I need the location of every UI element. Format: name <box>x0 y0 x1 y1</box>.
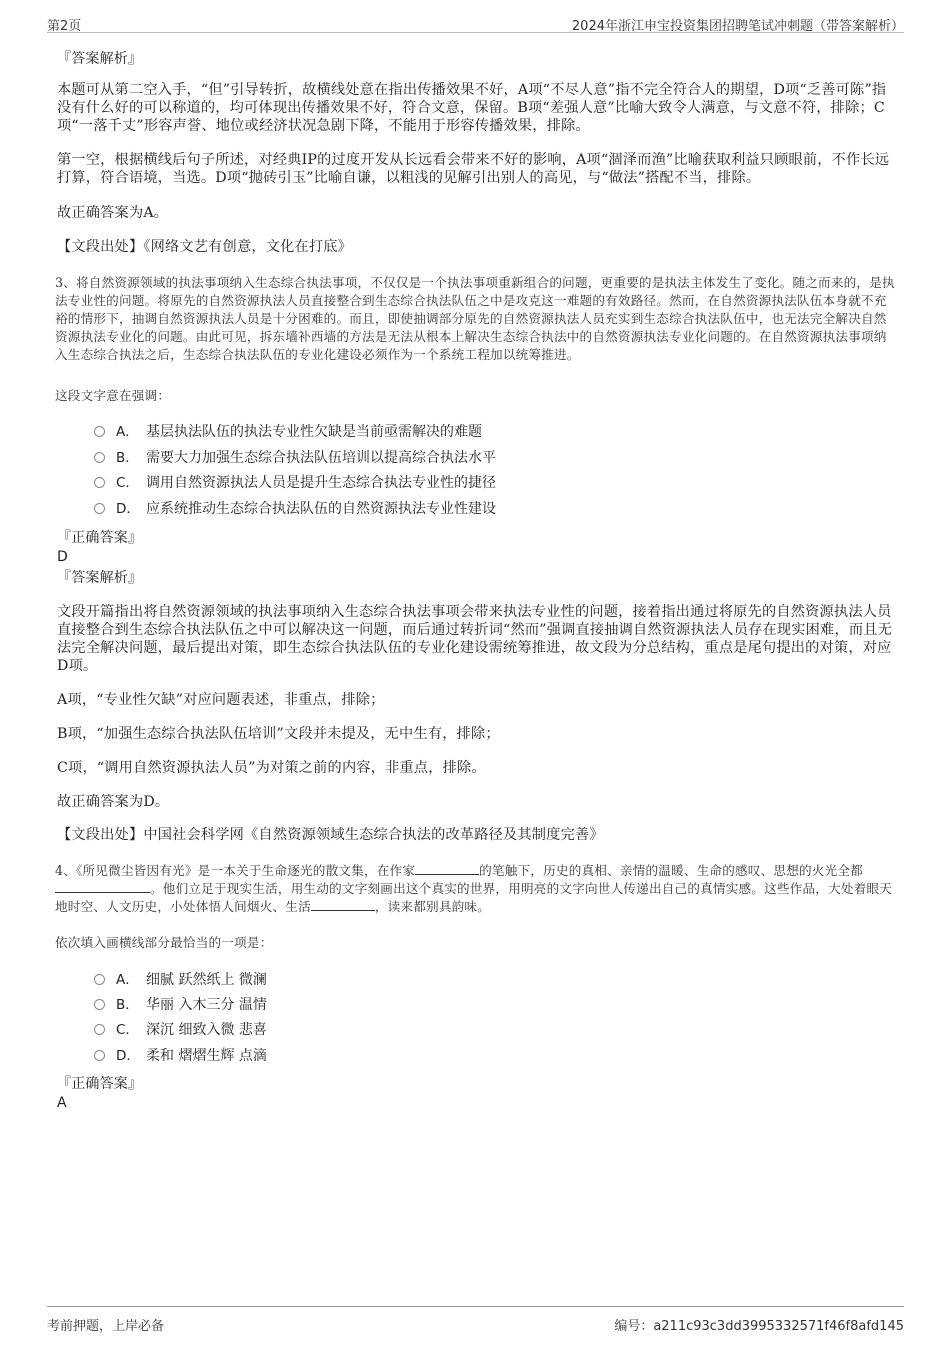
blank-3 <box>311 898 375 911</box>
q3-answer: D <box>57 549 68 565</box>
q3-analysis: 文段开篇指出将自然资源领域的执法事项纳入生态综合执法事项会带来执法专业性的问题，接着指出通过将原先的自然资源执法人员直接整合到生态综合执法队伍之中可以解决这一问题，而后通过转折词“然而”强调直接抽调自然资源执法人员存在现实困难，而且无法完全解决问题，最后提出对策，即生态综合执法队伍的专业化建设需统筹推进，故文段为分总结构，重点是尾句提出的对策，对应D项。 <box>57 604 892 674</box>
q4-option-b[interactable]: B． 华丽 入木三分 温情 <box>94 995 267 1015</box>
radio-icon[interactable] <box>94 477 105 488</box>
q3-prompt: 这段文字意在强调： <box>55 388 171 403</box>
q4-option-a[interactable]: A． 细腻 跃然纸上 微澜 <box>94 970 267 990</box>
radio-icon[interactable] <box>94 999 105 1010</box>
q3-source: 【文段出处】中国社会科学网《自然资源领域生态综合执法的改革路径及其制度完善》 <box>57 827 604 843</box>
q4-stem: 4、《所见微尘皆因有光》是一本关于生命逐光的散文集，在作家 的笔触下，历史的真相、亲情的温暖、生命的感叹、思想的火光全都。他们立足于现实生活，用生动的文字刻画出这个真实的世界，用明亮的文字向世人传递出自己的真情实感。这些作品，大处着眼天地时空、人文历史，小处体悟人间烟火、生活 ，读来都别具韵味。 <box>55 863 893 914</box>
q2-source: 【文段出处】《网络文艺有创意，文化在打底》 <box>57 239 353 255</box>
radio-icon[interactable] <box>94 503 105 514</box>
radio-icon[interactable] <box>94 1024 105 1035</box>
q3-option-a[interactable]: A． 基层执法队伍的执法专业性欠缺是当前亟需解决的难题 <box>94 422 482 442</box>
q2-analysis-label: 『答案解析』 <box>57 51 143 67</box>
q2-conclusion: 故正确答案为A。 <box>57 205 169 221</box>
footer-slogan: 考前押题，上岸必备 <box>47 1319 165 1334</box>
q4-answer-label: 『正确答案』 <box>57 1076 143 1092</box>
q3-option-b[interactable]: B． 需要大力加强生态综合执法队伍培训以提高综合执法水平 <box>94 448 496 468</box>
q3-note-c: C项，“调用自然资源执法人员”为对策之前的内容，非重点，排除。 <box>57 760 486 776</box>
q4-answer: A <box>57 1095 67 1111</box>
blank-2 <box>55 880 150 893</box>
radio-icon[interactable] <box>94 426 105 437</box>
q3-option-c[interactable]: C． 调用自然资源执法人员是提升生态综合执法专业性的捷径 <box>94 473 496 493</box>
q3-analysis-label: 『答案解析』 <box>57 570 143 586</box>
radio-icon[interactable] <box>94 1050 105 1061</box>
document-title: 2024年浙江申宝投资集团招聘笔试冲刺题（带答案解析） <box>571 19 904 34</box>
q3-note-b: B项，“加强生态综合执法队伍培训”文段并未提及，无中生有，排除； <box>57 726 500 742</box>
q4-option-c[interactable]: C． 深沉 细致入微 悲喜 <box>94 1020 267 1040</box>
radio-icon[interactable] <box>94 974 105 985</box>
q3-note-a: A项，“专业性欠缺”对应问题表述，非重点，排除； <box>57 692 385 708</box>
page-header <box>47 10 904 33</box>
q3-answer-label: 『正确答案』 <box>57 530 143 546</box>
page-number: 第2页 <box>47 19 82 34</box>
q4-prompt: 依次填入画横线部分最恰当的一项是： <box>55 935 273 950</box>
radio-icon[interactable] <box>94 452 105 463</box>
q2-analysis-para1: 本题可从第二空入手，“但”引导转折，故横线处意在指出传播效果不好，A项“不尽人意”指不完全符合人的期望，D项“乏善可陈”指没有什么好的可以称道的，均可体现出传播效果不好，符合文意，保留。B项“差强人意”比喻大致令人满意，与文意不符，排除；C项“一落千丈”形容声誉、地位或经济状况急剧下降，不能用于形容传播效果，排除。 <box>57 82 887 134</box>
q2-analysis-para2: 第一空，根据横线后句子所述，对经典IP的过度开发从长远看会带来不好的影响，A项“涸泽而渔”比喻获取利益只顾眼前，不作长远打算，符合语境，当选。D项“抛砖引玉”比喻自谦，以粗浅的见解引出别人的高见，与“做法”搭配不当，排除。 <box>57 152 890 186</box>
page-footer <box>47 1306 904 1334</box>
blank-1 <box>415 862 479 875</box>
footer-code: 编号：a211c93c3dd3995332571f46f8afd145 <box>614 1319 904 1334</box>
q3-option-d[interactable]: D． 应系统推动生态综合执法队伍的自然资源执法专业性建设 <box>94 499 496 519</box>
q3-conclusion: 故正确答案为D。 <box>57 794 170 810</box>
q4-option-d[interactable]: D． 柔和 熠熠生辉 点滴 <box>94 1046 267 1066</box>
q3-stem: 3、将自然资源领域的执法事项纳入生态综合执法事项，不仅仅是一个执法事项重新组合的问题，更重要的是执法主体发生了变化。随之而来的，是执法专业性的问题。将原先的自然资源执法人员直接整合到生态综合执法队伍之中是攻克这一难题的有效路径。然而，在自然资源执法队伍本身就不充裕的情形下，抽调自然资源执法人员是十分困难的。而且，即使抽调部分原先的自然资源执法人员充实到生态综合执法队伍中，也无法完全解决自然资源执法专业化的问题。由此可见，拆东墙补西墙的方法是无法从根本上解决生态综合执法中的自然资源执法专业化问题的。在自然资源执法事项纳入生态综合执法之后，生态综合执法队伍的专业化建设必须作为一个系统工程加以统筹推进。 <box>55 275 895 362</box>
